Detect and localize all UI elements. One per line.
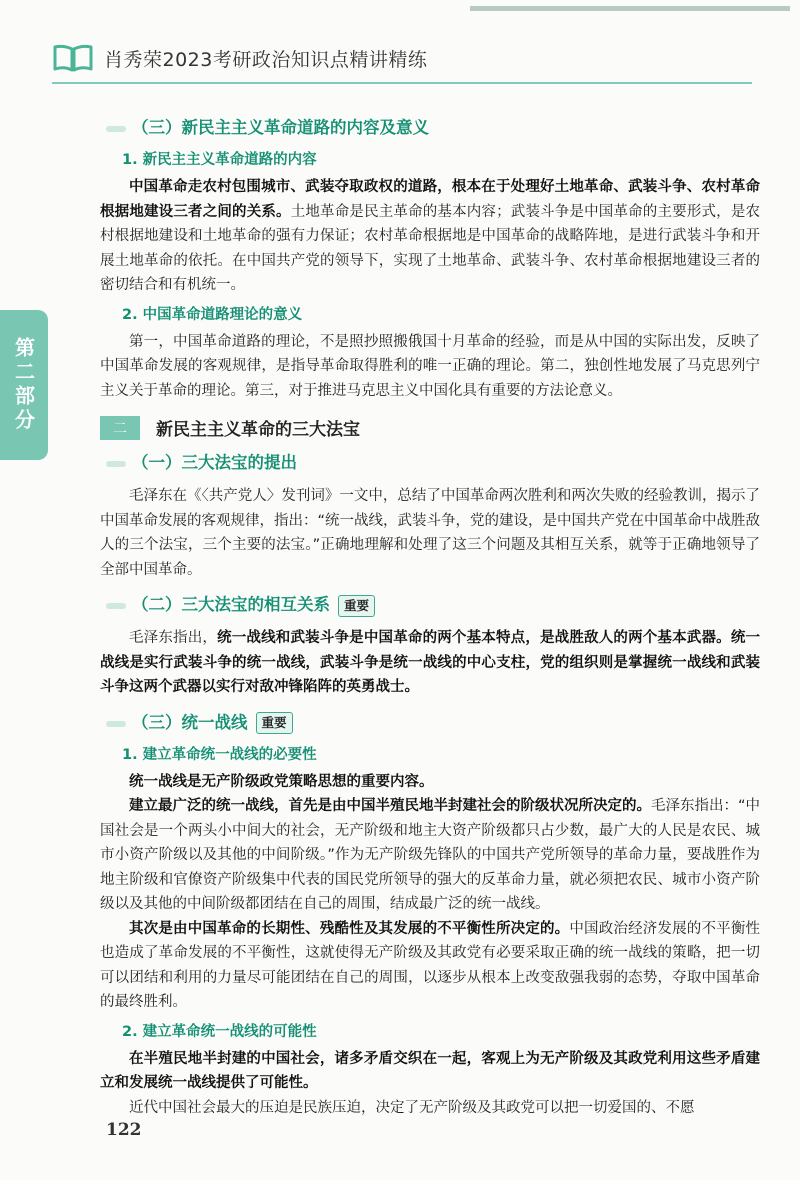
- paragraph: 在半殖民地半封建的中国社会，诸多矛盾交织在一起，客观上为无产阶级及其政党利用这些矛盾建立和发展统一战线提供了可能性。: [100, 1050, 760, 1091]
- bold-text: 中国革命走农村包围城市、武装夺取政权的道路，根本在于处理好土地革命、武装斗争、农村革命根据地建设三者之间的关系。: [100, 179, 760, 220]
- subsection-heading-text: （三）统一战线: [132, 712, 248, 732]
- section-header: [100, 415, 760, 440]
- header-title: 肖秀荣2023考研政治知识点精讲精练: [104, 48, 428, 71]
- subsection-heading-text: （二）三大法宝的相互关系: [132, 595, 330, 614]
- body-text: 土地革命是民主革命的基本内容；武装斗争是中国革命的主要形式，是农村根据地建设和土地革命的强有力保证；农村革命根据地是中国革命的战略阵地，是进行武装斗争和开展土地革命的依托。在中国共产党的领导下，实现了土地革命、武装斗争、农村革命根据地建设三者的密切结合和有机统一。: [100, 203, 761, 293]
- page-content: [100, 115, 760, 1120]
- point-heading: 1. 新民主主义革命道路的内容: [122, 152, 317, 168]
- section-title: 新民主主义革命的三大法宝: [156, 420, 360, 440]
- important-badge: 重要: [256, 712, 293, 734]
- subsection-heading: （三）新民主主义革命道路的内容及意义: [100, 115, 760, 141]
- open-book-icon: [52, 43, 94, 73]
- part-side-tab-label: 第二部分: [11, 337, 36, 433]
- paragraph: 近代中国社会最大的压迫是民族压迫，决定了无产阶级及其政党可以把一切爱国的、不愿: [129, 1099, 695, 1116]
- section-number: 二: [100, 416, 140, 440]
- paragraph: [100, 175, 760, 298]
- important-badge: 重要: [338, 595, 375, 617]
- paragraph: [100, 794, 760, 917]
- body-text: 毛泽东指出：“中国社会是一个两头小中间大的社会，无产阶级和地主大资产阶级都只占少数，最广大的人民是农民、城市小资产阶级以及其他的中间阶级。”作为无产阶级先锋队的中国共产党所领导的革命力量，要战胜作为地主阶级和官僚资产阶级集中代表的国民党所领导的强大的反革命力量，就必须把农民、城市小资产阶级以及其他的中间阶级都团结在自己的周围，结成最广泛的统一战线。: [100, 798, 761, 912]
- bold-text: 统一战线和武装斗争是中国革命的两个基本特点，是战胜敌人的两个基本武器。统一战线是实行武装斗争的统一战线，武装斗争是统一战线的中心支柱，党的组织则是掌握统一战线和武装斗争这两个武器以实行对敌冲锋陷阵的英勇战士。: [100, 630, 761, 695]
- paragraph: [100, 626, 760, 700]
- page-number: 122: [106, 1120, 142, 1140]
- subsection-heading: [100, 710, 760, 736]
- point-heading: 2. 建立革命统一战线的可能性: [122, 1023, 317, 1040]
- body-text: 中国政治经济发展的不平衡性也造成了革命发展的不平衡性，这就使得无产阶级及其政党有必要采取正确的统一战线的策略，把一切可以团结和利用的力量尽可能团结在自己的周围，以逐步从根本上改变敌强我弱的态势，夺取中国革命的最终胜利。: [100, 920, 761, 1010]
- paragraph: [100, 917, 760, 1015]
- part-side-tab: [0, 310, 48, 460]
- subsection-heading: （一）三大法宝的提出: [100, 450, 760, 476]
- bold-text: 其次是由中国革命的长期性、残酷性及其发展的不平衡性所决定的。: [129, 920, 570, 937]
- body-text: 毛泽东指出，: [129, 630, 218, 646]
- subsection-heading: [100, 592, 760, 618]
- top-edge-decoration: [0, 0, 800, 22]
- header-divider: [52, 82, 752, 84]
- paragraph: 第一，中国革命道路的理论，不是照抄照搬俄国十月革命的经验，而是从中国的实际出发，反映了中国革命发展的客观规律，是指导革命取得胜利的唯一正确的理论。第二，独创性地发展了马克思列宁主义关于革命的理论。第三，对于推进马克思主义中国化具有重要的方法论意义。: [100, 333, 760, 399]
- page-header: [52, 40, 427, 76]
- paragraph: 毛泽东在《〈共产党人〉发刊词》一文中，总结了中国革命两次胜利和两次失败的经验教训，揭示了中国革命发展的客观规律，指出：“统一战线，武装斗争，党的建设，是中国共产党在中国革命中战胜敌人的三个法宝，三个主要的法宝。”正确地理解和处理了这三个问题及其相互关系，就等于正确地领导了全部中国革命。: [100, 488, 761, 578]
- paragraph: 统一战线是无产阶级政党策略思想的重要内容。: [129, 773, 434, 790]
- point-heading: 2. 中国革命道路理论的意义: [122, 306, 303, 323]
- point-heading: 1. 建立革命统一战线的必要性: [122, 746, 317, 763]
- bold-text: 建立最广泛的统一战线，首先是由中国半殖民地半封建社会的阶级状况所决定的。: [129, 798, 651, 814]
